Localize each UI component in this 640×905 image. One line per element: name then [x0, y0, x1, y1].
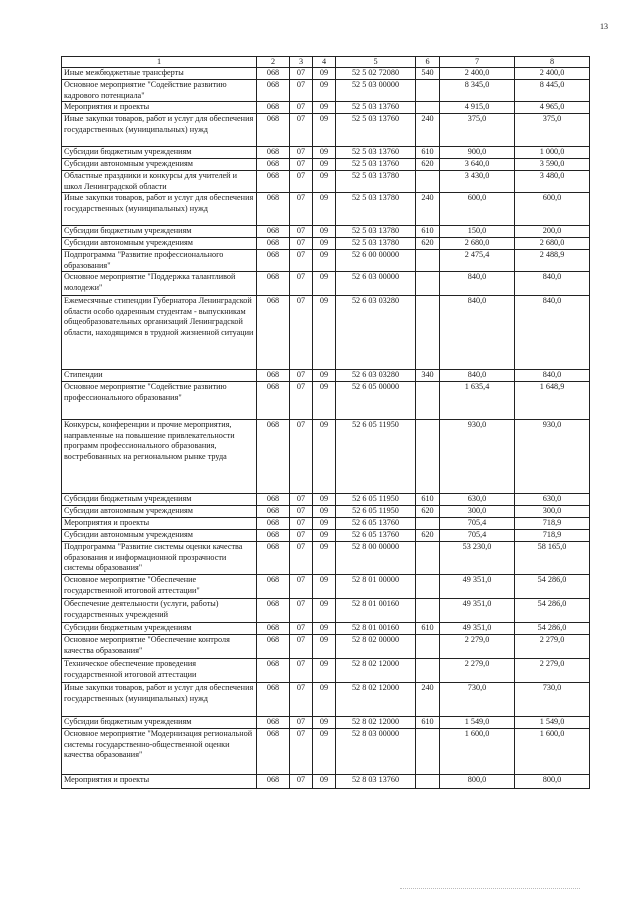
row-amount-year-1: 840,0 — [440, 370, 515, 382]
row-subsection-code: 09 — [313, 159, 336, 171]
row-name-cell: Субсидии автономным учреждениям — [62, 506, 257, 518]
row-section-code: 07 — [290, 775, 313, 789]
row-amount-year-1: 630,0 — [440, 494, 515, 506]
row-target-code: 52 5 03 13780 — [336, 226, 416, 238]
row-expense-type: 240 — [416, 683, 440, 717]
table-row — [62, 147, 590, 159]
row-name-cell: Конкурсы, конференции и прочие мероприятия, направленные на повышение привлекательности программ профессионального образования, востребованных на региональном рынке труда — [62, 420, 257, 494]
row-ministry-code: 068 — [257, 659, 290, 683]
table-row — [62, 635, 590, 659]
header-row — [62, 57, 590, 68]
row-target-code: 52 5 02 72080 — [336, 68, 416, 80]
footer-scan-marks — [400, 888, 580, 889]
row-target-code: 52 8 01 00160 — [336, 623, 416, 635]
row-target-code: 52 8 03 13760 — [336, 775, 416, 789]
row-section-code: 07 — [290, 102, 313, 114]
row-subsection-code: 09 — [313, 420, 336, 494]
row-amount-year-2: 200,0 — [515, 226, 590, 238]
row-expense-type: 620 — [416, 530, 440, 542]
row-section-code: 07 — [290, 635, 313, 659]
row-expense-type: 610 — [416, 717, 440, 729]
row-subsection-code: 09 — [313, 68, 336, 80]
row-section-code: 07 — [290, 68, 313, 80]
row-name-cell: Субсидии бюджетным учреждениям — [62, 147, 257, 159]
row-subsection-code: 09 — [313, 250, 336, 272]
row-section-code: 07 — [290, 193, 313, 226]
table-row — [62, 80, 590, 102]
row-ministry-code: 068 — [257, 272, 290, 296]
row-expense-type — [416, 635, 440, 659]
row-amount-year-2: 54 286,0 — [515, 623, 590, 635]
row-subsection-code: 09 — [313, 506, 336, 518]
row-amount-year-2: 840,0 — [515, 370, 590, 382]
row-expense-type: 620 — [416, 238, 440, 250]
row-ministry-code: 068 — [257, 296, 290, 370]
row-subsection-code: 09 — [313, 114, 336, 147]
row-ministry-code: 068 — [257, 370, 290, 382]
row-expense-type: 620 — [416, 159, 440, 171]
row-name-cell: Основное мероприятие "Обеспечение контроля качества образования" — [62, 635, 257, 659]
row-section-code: 07 — [290, 114, 313, 147]
row-ministry-code: 068 — [257, 623, 290, 635]
header-col-5: 5 — [336, 57, 416, 68]
row-section-code: 07 — [290, 147, 313, 159]
row-section-code: 07 — [290, 250, 313, 272]
row-expense-type — [416, 599, 440, 623]
row-section-code: 07 — [290, 171, 313, 193]
table-row — [62, 542, 590, 575]
row-target-code: 52 6 05 11950 — [336, 494, 416, 506]
row-amount-year-1: 840,0 — [440, 272, 515, 296]
table-row — [62, 506, 590, 518]
row-ministry-code: 068 — [257, 506, 290, 518]
table-row — [62, 382, 590, 420]
row-amount-year-2: 1 000,0 — [515, 147, 590, 159]
row-amount-year-1: 840,0 — [440, 296, 515, 370]
row-name-cell: Субсидии бюджетным учреждениям — [62, 623, 257, 635]
row-section-code: 07 — [290, 518, 313, 530]
row-target-code: 52 6 05 13760 — [336, 530, 416, 542]
row-name-cell: Подпрограмма "Развитие профессионального образования" — [62, 250, 257, 272]
row-amount-year-1: 2 279,0 — [440, 635, 515, 659]
table-row — [62, 226, 590, 238]
table-row — [62, 775, 590, 789]
row-target-code: 52 8 02 12000 — [336, 717, 416, 729]
row-target-code: 52 5 03 13760 — [336, 147, 416, 159]
row-ministry-code: 068 — [257, 159, 290, 171]
row-ministry-code: 068 — [257, 382, 290, 420]
row-section-code: 07 — [290, 420, 313, 494]
row-target-code: 52 5 03 13760 — [336, 159, 416, 171]
row-section-code: 07 — [290, 226, 313, 238]
row-subsection-code: 09 — [313, 80, 336, 102]
table-row — [62, 729, 590, 775]
row-ministry-code: 068 — [257, 599, 290, 623]
row-section-code: 07 — [290, 494, 313, 506]
table-row — [62, 102, 590, 114]
row-ministry-code: 068 — [257, 420, 290, 494]
row-target-code: 52 8 02 12000 — [336, 683, 416, 717]
row-amount-year-2: 54 286,0 — [515, 575, 590, 599]
row-ministry-code: 068 — [257, 775, 290, 789]
row-target-code: 52 8 02 00000 — [336, 635, 416, 659]
row-amount-year-1: 53 230,0 — [440, 542, 515, 575]
row-target-code: 52 6 03 03280 — [336, 370, 416, 382]
row-name-cell: Основное мероприятие "Содействие развитию профессионального образования" — [62, 382, 257, 420]
table-row — [62, 296, 590, 370]
row-ministry-code: 068 — [257, 729, 290, 775]
row-subsection-code: 09 — [313, 147, 336, 159]
row-name-cell: Мероприятия и проекты — [62, 775, 257, 789]
row-subsection-code: 09 — [313, 623, 336, 635]
row-amount-year-1: 705,4 — [440, 530, 515, 542]
header-col-2: 2 — [257, 57, 290, 68]
table-row — [62, 659, 590, 683]
row-section-code: 07 — [290, 382, 313, 420]
row-subsection-code: 09 — [313, 272, 336, 296]
row-target-code: 52 8 00 00000 — [336, 542, 416, 575]
row-target-code: 52 6 05 11950 — [336, 420, 416, 494]
row-name-cell: Субсидии автономным учреждениям — [62, 238, 257, 250]
row-amount-year-1: 1 549,0 — [440, 717, 515, 729]
table-row — [62, 494, 590, 506]
row-target-code: 52 8 02 12000 — [336, 659, 416, 683]
row-amount-year-2: 1 549,0 — [515, 717, 590, 729]
row-name-cell: Основное мероприятие "Поддержка талантливой молодежи" — [62, 272, 257, 296]
row-expense-type: 340 — [416, 370, 440, 382]
row-amount-year-1: 49 351,0 — [440, 575, 515, 599]
table-row — [62, 159, 590, 171]
row-section-code: 07 — [290, 159, 313, 171]
row-name-cell: Субсидии автономным учреждениям — [62, 159, 257, 171]
row-target-code: 52 5 03 00000 — [336, 80, 416, 102]
row-subsection-code: 09 — [313, 102, 336, 114]
row-name-cell: Основное мероприятие "Содействие развитию кадрового потенциала" — [62, 80, 257, 102]
row-target-code: 52 5 03 13780 — [336, 193, 416, 226]
page-number: 13 — [600, 22, 608, 31]
row-subsection-code: 09 — [313, 599, 336, 623]
row-name-cell: Иные межбюджетные трансферты — [62, 68, 257, 80]
row-amount-year-2: 840,0 — [515, 296, 590, 370]
row-amount-year-1: 49 351,0 — [440, 599, 515, 623]
row-name-cell: Иные закупки товаров, работ и услуг для обеспечения государственных (муниципальных) нужд — [62, 683, 257, 717]
row-amount-year-1: 375,0 — [440, 114, 515, 147]
row-amount-year-1: 8 345,0 — [440, 80, 515, 102]
row-target-code: 52 6 05 13760 — [336, 518, 416, 530]
row-expense-type: 240 — [416, 114, 440, 147]
row-amount-year-2: 600,0 — [515, 193, 590, 226]
row-name-cell: Субсидии бюджетным учреждениям — [62, 226, 257, 238]
row-amount-year-1: 705,4 — [440, 518, 515, 530]
row-subsection-code: 09 — [313, 494, 336, 506]
row-subsection-code: 09 — [313, 370, 336, 382]
row-section-code: 07 — [290, 575, 313, 599]
row-target-code: 52 6 03 00000 — [336, 272, 416, 296]
header-col-4: 4 — [313, 57, 336, 68]
table-row — [62, 683, 590, 717]
row-name-cell: Субсидии бюджетным учреждениям — [62, 717, 257, 729]
row-amount-year-2: 840,0 — [515, 272, 590, 296]
row-amount-year-2: 1 600,0 — [515, 729, 590, 775]
row-target-code: 52 5 03 13760 — [336, 102, 416, 114]
row-ministry-code: 068 — [257, 68, 290, 80]
row-expense-type: 610 — [416, 147, 440, 159]
row-ministry-code: 068 — [257, 226, 290, 238]
row-section-code: 07 — [290, 623, 313, 635]
row-amount-year-2: 3 480,0 — [515, 171, 590, 193]
row-ministry-code: 068 — [257, 114, 290, 147]
row-section-code: 07 — [290, 238, 313, 250]
row-expense-type — [416, 575, 440, 599]
row-name-cell: Основное мероприятие "Обеспечение государственной итоговой аттестации" — [62, 575, 257, 599]
table-row — [62, 193, 590, 226]
row-subsection-code: 09 — [313, 729, 336, 775]
row-subsection-code: 09 — [313, 382, 336, 420]
row-amount-year-1: 49 351,0 — [440, 623, 515, 635]
row-ministry-code: 068 — [257, 238, 290, 250]
table-row — [62, 171, 590, 193]
row-amount-year-1: 900,0 — [440, 147, 515, 159]
row-name-cell: Основное мероприятие "Модернизация региональной системы государственно-общественной оценки качества образования" — [62, 729, 257, 775]
row-amount-year-1: 4 915,0 — [440, 102, 515, 114]
table-row — [62, 717, 590, 729]
row-target-code: 52 8 01 00160 — [336, 599, 416, 623]
table-row — [62, 272, 590, 296]
row-amount-year-1: 730,0 — [440, 683, 515, 717]
row-amount-year-1: 300,0 — [440, 506, 515, 518]
row-amount-year-1: 2 279,0 — [440, 659, 515, 683]
row-amount-year-2: 8 445,0 — [515, 80, 590, 102]
row-subsection-code: 09 — [313, 238, 336, 250]
table-row — [62, 599, 590, 623]
row-amount-year-1: 800,0 — [440, 775, 515, 789]
row-ministry-code: 068 — [257, 542, 290, 575]
row-name-cell: Субсидии бюджетным учреждениям — [62, 494, 257, 506]
row-amount-year-2: 2 279,0 — [515, 635, 590, 659]
row-ministry-code: 068 — [257, 530, 290, 542]
row-name-cell: Иные закупки товаров, работ и услуг для обеспечения государственных (муниципальных) нужд — [62, 193, 257, 226]
row-name-cell: Иные закупки товаров, работ и услуг для обеспечения государственных (муниципальных) нужд — [62, 114, 257, 147]
row-section-code: 07 — [290, 683, 313, 717]
row-amount-year-2: 718,9 — [515, 530, 590, 542]
row-name-cell: Мероприятия и проекты — [62, 102, 257, 114]
row-target-code: 52 5 03 13760 — [336, 114, 416, 147]
row-amount-year-1: 1 635,4 — [440, 382, 515, 420]
row-amount-year-2: 1 648,9 — [515, 382, 590, 420]
row-subsection-code: 09 — [313, 542, 336, 575]
row-expense-type: 610 — [416, 623, 440, 635]
row-subsection-code: 09 — [313, 635, 336, 659]
row-ministry-code: 068 — [257, 683, 290, 717]
row-amount-year-2: 730,0 — [515, 683, 590, 717]
row-name-cell: Областные праздники и конкурсы для учителей и школ Ленинградской области — [62, 171, 257, 193]
row-target-code: 52 8 01 00000 — [336, 575, 416, 599]
row-amount-year-2: 300,0 — [515, 506, 590, 518]
header-col-8: 8 — [515, 57, 590, 68]
table-row — [62, 518, 590, 530]
table-row — [62, 114, 590, 147]
row-amount-year-1: 3 640,0 — [440, 159, 515, 171]
table-row — [62, 250, 590, 272]
row-subsection-code: 09 — [313, 530, 336, 542]
row-ministry-code: 068 — [257, 717, 290, 729]
row-section-code: 07 — [290, 80, 313, 102]
row-section-code: 07 — [290, 717, 313, 729]
row-expense-type: 610 — [416, 494, 440, 506]
row-section-code: 07 — [290, 659, 313, 683]
row-amount-year-1: 1 600,0 — [440, 729, 515, 775]
row-amount-year-2: 800,0 — [515, 775, 590, 789]
row-amount-year-2: 4 965,0 — [515, 102, 590, 114]
row-amount-year-2: 58 165,0 — [515, 542, 590, 575]
row-subsection-code: 09 — [313, 226, 336, 238]
row-ministry-code: 068 — [257, 193, 290, 226]
row-name-cell: Ежемесячные стипендии Губернатора Ленинградской области особо одаренным студентам - выпускникам общеобразовательных организаций Ленинградской области, находящимся в трудной жизненной ситуации — [62, 296, 257, 370]
table-body — [62, 68, 590, 789]
table-row — [62, 530, 590, 542]
row-amount-year-1: 2 400,0 — [440, 68, 515, 80]
row-amount-year-1: 3 430,0 — [440, 171, 515, 193]
row-expense-type: 620 — [416, 506, 440, 518]
row-subsection-code: 09 — [313, 171, 336, 193]
table-row — [62, 420, 590, 494]
row-amount-year-1: 930,0 — [440, 420, 515, 494]
table-row — [62, 623, 590, 635]
row-subsection-code: 09 — [313, 717, 336, 729]
row-amount-year-2: 2 279,0 — [515, 659, 590, 683]
row-expense-type — [416, 729, 440, 775]
row-target-code: 52 8 03 00000 — [336, 729, 416, 775]
row-section-code: 07 — [290, 272, 313, 296]
row-section-code: 07 — [290, 506, 313, 518]
row-ministry-code: 068 — [257, 635, 290, 659]
table-row — [62, 68, 590, 80]
row-expense-type — [416, 659, 440, 683]
row-target-code: 52 6 05 00000 — [336, 382, 416, 420]
row-section-code: 07 — [290, 530, 313, 542]
row-section-code: 07 — [290, 542, 313, 575]
row-amount-year-2: 2 680,0 — [515, 238, 590, 250]
row-target-code: 52 5 03 13780 — [336, 238, 416, 250]
row-amount-year-2: 630,0 — [515, 494, 590, 506]
row-amount-year-2: 2 488,9 — [515, 250, 590, 272]
row-expense-type — [416, 80, 440, 102]
row-name-cell: Стипендии — [62, 370, 257, 382]
row-subsection-code: 09 — [313, 193, 336, 226]
row-ministry-code: 068 — [257, 575, 290, 599]
row-expense-type: 610 — [416, 226, 440, 238]
budget-table — [61, 56, 590, 789]
row-amount-year-2: 930,0 — [515, 420, 590, 494]
row-amount-year-2: 3 590,0 — [515, 159, 590, 171]
row-amount-year-2: 375,0 — [515, 114, 590, 147]
row-ministry-code: 068 — [257, 171, 290, 193]
row-expense-type — [416, 272, 440, 296]
row-amount-year-1: 2 680,0 — [440, 238, 515, 250]
row-expense-type — [416, 420, 440, 494]
row-expense-type — [416, 775, 440, 789]
row-amount-year-2: 54 286,0 — [515, 599, 590, 623]
row-subsection-code: 09 — [313, 775, 336, 789]
row-amount-year-1: 150,0 — [440, 226, 515, 238]
row-amount-year-1: 2 475,4 — [440, 250, 515, 272]
header-col-6: 6 — [416, 57, 440, 68]
row-expense-type — [416, 382, 440, 420]
row-expense-type: 240 — [416, 193, 440, 226]
row-subsection-code: 09 — [313, 683, 336, 717]
row-target-code: 52 6 00 00000 — [336, 250, 416, 272]
row-section-code: 07 — [290, 729, 313, 775]
header-col-1: 1 — [62, 57, 257, 68]
row-expense-type — [416, 102, 440, 114]
row-expense-type — [416, 518, 440, 530]
row-ministry-code: 068 — [257, 494, 290, 506]
header-col-7: 7 — [440, 57, 515, 68]
row-amount-year-2: 718,9 — [515, 518, 590, 530]
table-row — [62, 238, 590, 250]
row-section-code: 07 — [290, 370, 313, 382]
row-subsection-code: 09 — [313, 575, 336, 599]
row-subsection-code: 09 — [313, 296, 336, 370]
table-row — [62, 370, 590, 382]
row-subsection-code: 09 — [313, 518, 336, 530]
table-row — [62, 575, 590, 599]
row-target-code: 52 6 05 11950 — [336, 506, 416, 518]
row-target-code: 52 6 03 03280 — [336, 296, 416, 370]
row-expense-type: 540 — [416, 68, 440, 80]
row-section-code: 07 — [290, 296, 313, 370]
row-name-cell: Мероприятия и проекты — [62, 518, 257, 530]
row-amount-year-1: 600,0 — [440, 193, 515, 226]
row-ministry-code: 068 — [257, 147, 290, 159]
header-col-3: 3 — [290, 57, 313, 68]
row-ministry-code: 068 — [257, 80, 290, 102]
row-expense-type — [416, 250, 440, 272]
row-section-code: 07 — [290, 599, 313, 623]
table-header — [62, 57, 590, 68]
row-amount-year-2: 2 400,0 — [515, 68, 590, 80]
row-ministry-code: 068 — [257, 250, 290, 272]
row-expense-type — [416, 296, 440, 370]
row-ministry-code: 068 — [257, 102, 290, 114]
row-target-code: 52 5 03 13780 — [336, 171, 416, 193]
row-ministry-code: 068 — [257, 518, 290, 530]
row-name-cell: Подпрограмма "Развитие системы оценки качества образования и информационной прозрачности системы образования" — [62, 542, 257, 575]
row-name-cell: Техническое обеспечение проведения государственной итоговой аттестации — [62, 659, 257, 683]
row-name-cell: Обеспечение деятельности (услуги, работы) государственных учреждений — [62, 599, 257, 623]
row-subsection-code: 09 — [313, 659, 336, 683]
row-expense-type — [416, 542, 440, 575]
row-name-cell: Субсидии автономным учреждениям — [62, 530, 257, 542]
row-expense-type — [416, 171, 440, 193]
